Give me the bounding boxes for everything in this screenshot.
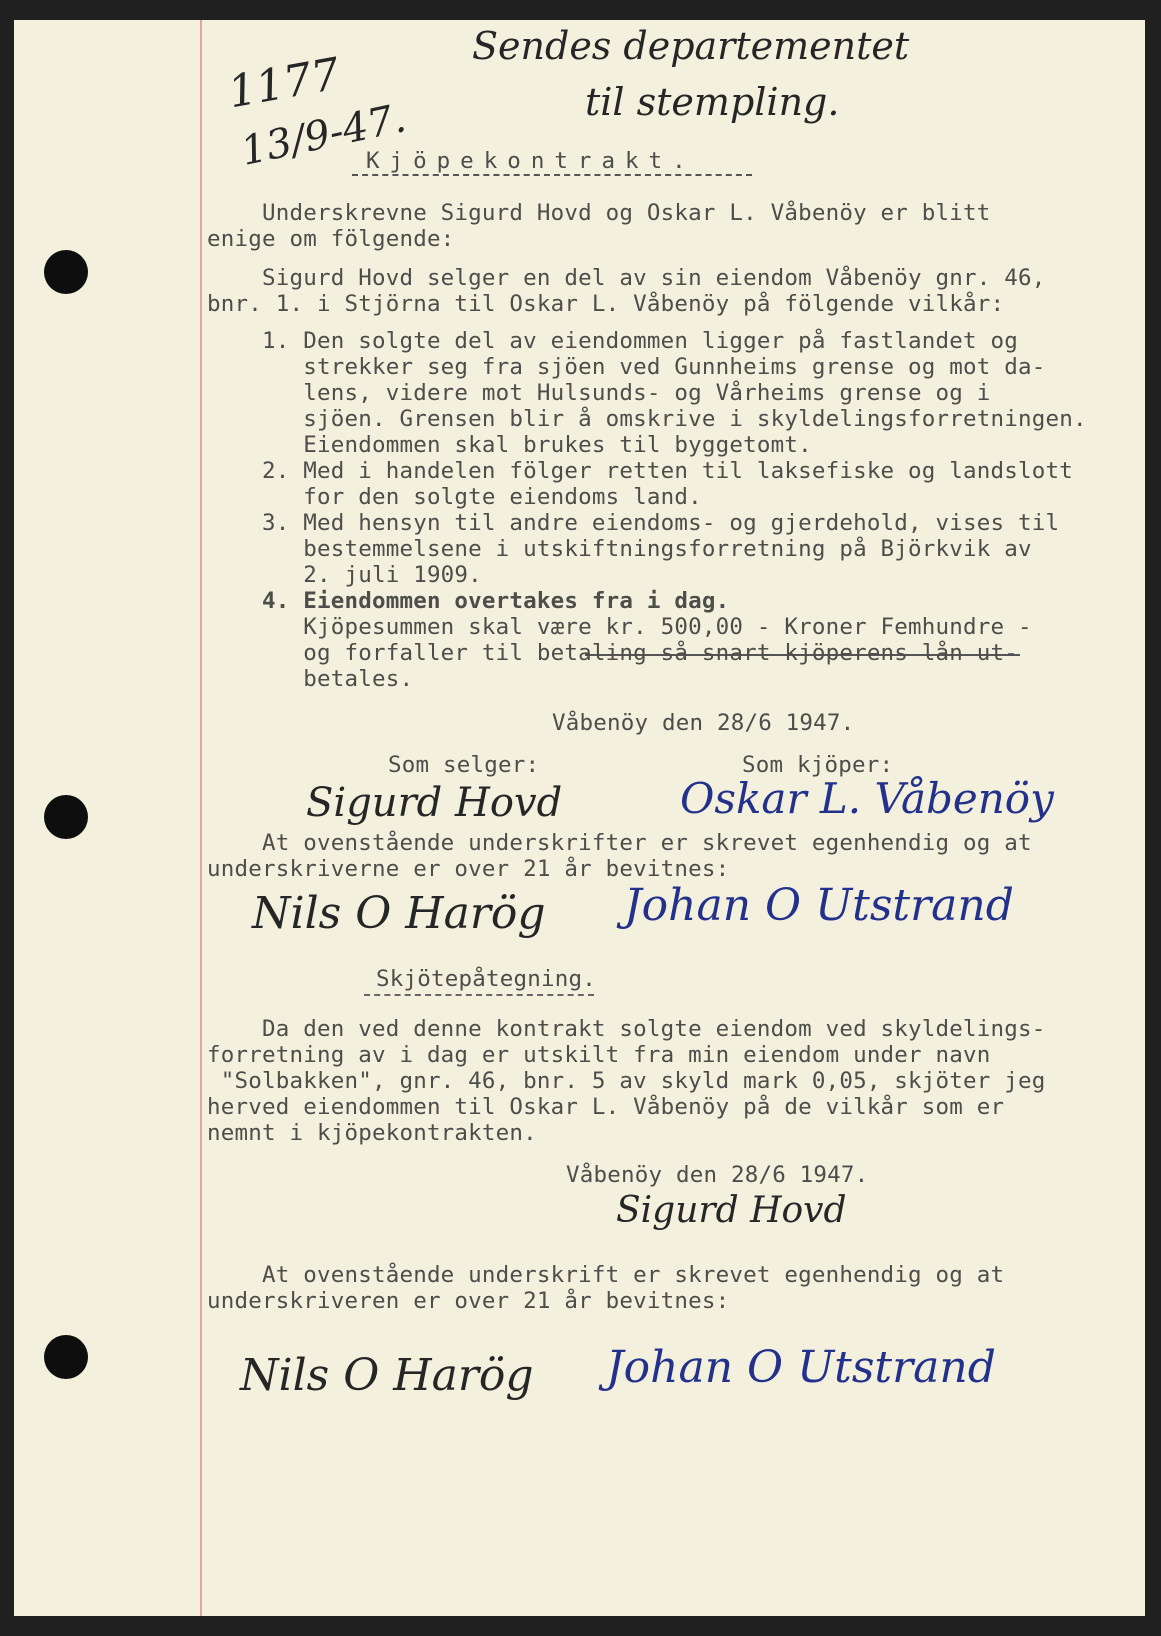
clause-line: betales. [207,666,414,692]
clause-line: 2. Med i handelen fölger retten til laksefiske og landslott [207,458,1074,484]
clause-line: bestemmelsene i utskiftningsforretning på Björkvik av [207,536,1032,562]
witness-signature: Nils O Harög [240,1350,534,1401]
terms-intro-line-2: bnr. 1. i Stjörna til Oskar L. Våbenöy på fölgende vilkår: [207,291,1005,317]
clause-line: Eiendommen skal brukes til byggetomt. [207,432,812,458]
witness-signature: Johan O Utstrand [624,880,1014,931]
clause-line: lens, videre mot Hulsunds- og Vårheims grense og i [207,380,991,406]
deed-title: Skjötepåtegning. [376,966,596,992]
seller-label: Som selger: [388,752,540,778]
place-date: Våbenöy den 28/6 1947. [552,710,855,736]
intro-line-2: enige om fölgende: [207,226,455,252]
deed-line: forretning av i dag er utskilt fra min eiendom under navn [207,1042,991,1068]
page-title: Kjöpekontrakt. [366,148,696,174]
annotation-line-2: til stempling. [585,80,840,124]
title-underline [352,174,752,176]
case-date: 13/9-47. [237,95,410,175]
attest-line-1: At ovenstående underskrift er skrevet egenhendig og at [207,1262,1005,1288]
punch-hole-icon [44,250,88,294]
clause-line: sjöen. Grensen blir å omskrive i skyldelingsforretningen. [207,406,1087,432]
attest-line-1: At ovenstående underskrifter er skrevet egenhendig og at [207,830,1032,856]
clause-line: 3. Med hensyn til andre eiendoms- og gjerdehold, vises til [207,510,1060,536]
seller-signature: Sigurd Hovd [306,780,563,826]
clause-line: og forfaller til betaling så snart kjöperens lån ut- [207,640,1019,666]
clause-line: strekker seg fra sjöen ved Gunnheims grense og mot da- [207,354,1046,380]
annotation-line-1: Sendes departementet [472,24,910,68]
punch-hole-icon [44,1335,88,1379]
place-date: Våbenöy den 28/6 1947. [566,1162,869,1188]
clause-line: Kjöpesummen skal være kr. 500,00 - Kroner Femhundre - [207,614,1032,640]
deed-line: "Solbakken", gnr. 46, bnr. 5 av skyld mark 0,05, skjöter jeg [207,1068,1046,1094]
deed-line: nemnt i kjöpekontrakten. [207,1120,537,1146]
terms-intro-line-1: Sigurd Hovd selger en del av sin eiendom Våbenöy gnr. 46, [207,265,1046,291]
clause-line: for den solgte eiendoms land. [207,484,702,510]
intro-line-1: Underskrevne Sigurd Hovd og Oskar L. Våbenöy er blitt [207,200,991,226]
clause-line: 1. Den solgte del av eiendommen ligger på fastlandet og [207,328,1019,354]
deed-line: herved eiendommen til Oskar L. Våbenöy på de vilkår som er [207,1094,1005,1120]
case-number: 1177 [224,48,344,119]
deed-line: Da den ved denne kontrakt solgte eiendom ved skyldelings- [207,1016,1046,1042]
deed-title-underline [364,994,594,996]
seller-signature: Sigurd Hovd [616,1190,847,1231]
attest-line-2: underskriverne er over 21 år bevitnes: [207,856,730,882]
clause-line: 4. Eiendommen overtakes fra i dag. [207,588,730,614]
clause-line: 2. juli 1909. [207,562,482,588]
buyer-signature: Oskar L. Våbenöy [680,774,1054,823]
attest-line-2: underskriveren er over 21 år bevitnes: [207,1288,730,1314]
buyer-label: Som kjöper: [742,752,894,778]
witness-signature: Nils O Harög [252,888,546,939]
margin-rule [200,20,202,1616]
punch-hole-icon [44,795,88,839]
witness-signature: Johan O Utstrand [606,1342,996,1393]
